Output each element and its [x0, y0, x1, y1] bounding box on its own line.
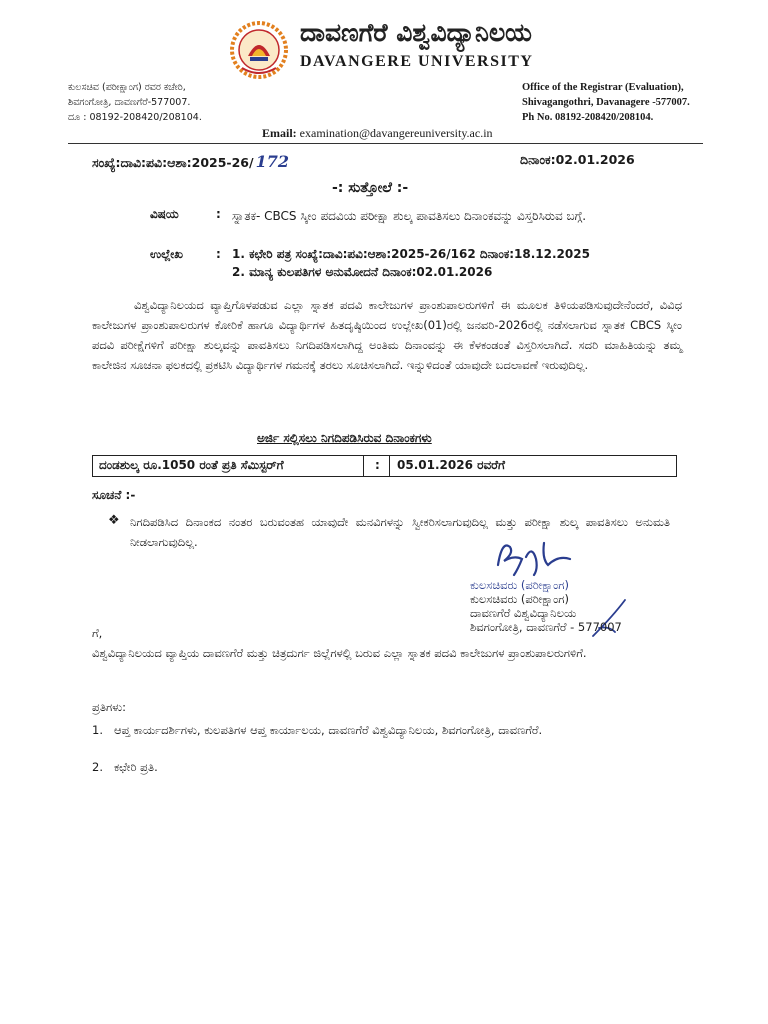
signatory-stamp-line: ಕುಲಸಚಿವರು (ಪರೀಕ್ಷಾಂಗ)	[470, 578, 569, 592]
handwritten-number: 172	[255, 152, 289, 171]
dates-table	[92, 455, 677, 477]
fee-cell: ದಂಡಶುಲ್ಕ ರೂ.1050 ರಂತೆ ಪ್ರತಿ ಸೆಮಿಸ್ಟರ್‌ಗೆ	[99, 458, 284, 472]
header-divider	[68, 143, 703, 144]
signature	[492, 535, 582, 580]
email-label: Email:	[262, 126, 297, 140]
references-colon: :	[216, 247, 221, 261]
copy-number: 2.	[92, 760, 103, 774]
copy-item	[92, 760, 158, 775]
table-divider	[363, 456, 364, 476]
copy-text: ಕಛೇರಿ ಪ್ರತಿ.	[114, 760, 158, 774]
signatory-block	[470, 578, 622, 634]
signatory-university: ದಾವಣಗೆರೆ ವಿಶ್ವವಿದ್ಯಾನಿಲಯ	[470, 606, 577, 620]
university-logo	[228, 20, 290, 80]
email-row	[262, 126, 493, 141]
note-text: ನಿಗದಿಪಡಿಸಿದ ದಿನಾಂಕದ ನಂತರ ಬರುವಂತಹ ಯಾವುದೇ ಮನವಿಗಳನ್ನು ಸ್ವೀಕರಿಸಲಾಗುವುದಿಲ್ಲ ಮತ್ತು ಪರೀಕ್ಷಾ ಶುಲ್ಕ ಪಾವತಿಸಲು ಅನುಮತಿ ನೀಡಲಾಗುವುದಿಲ್ಲ.	[130, 515, 670, 549]
address-line: ದೂ : 08192-208420/208104.	[68, 112, 202, 123]
university-title-english: DAVANGERE UNIVERSITY	[300, 53, 534, 70]
subject-text: ಸ್ನಾತಕ- CBCS ಸ್ಕೀಂ ಪದವಿಯ ಪರೀಕ್ಷಾ ಶುಲ್ಕ ಪಾವತಿಸಲು ದಿನಾಂಕವನ್ನು ವಿಸ್ತರಿಸಿರುವ ಬಗ್ಗೆ.	[232, 209, 587, 223]
dates-heading: ಅರ್ಜಿ ಸಲ್ಲಿಸಲು ನಿಗದಿಪಡಿಸಿರುವ ದಿನಾಂಕಗಳು	[257, 431, 432, 445]
address-line: Office of the Registrar (Evaluation),	[522, 82, 684, 93]
recipient-label: ಗೆ,	[92, 626, 103, 640]
circular-title: -: ಸುತ್ತೋಲೆ :-	[332, 180, 409, 196]
references-label: ಉಲ್ಲೇಖ	[150, 247, 183, 261]
copy-number: 1.	[92, 723, 103, 737]
colon-cell: :	[375, 458, 380, 472]
reference-item: 1. ಕಛೇರಿ ಪತ್ರ ಸಂಖ್ಯೆ:ದಾವಿ:ಪವಿ:ಆಶಾ:2025-26/162 ದಿನಾಂಕ:18.12.2025	[232, 247, 590, 261]
reference-prefix: ಸಂಖ್ಯೆ:ದಾವಿ:ಪವಿ:ಆಶಾ:2025-26/	[92, 155, 254, 170]
signatory-designation: ಕುಲಸಚಿವರು (ಪರೀಕ್ಷಾಂಗ)	[470, 592, 569, 606]
address-line: ಶಿವಗಂಗೋತ್ರಿ, ದಾವಣಗೆರೆ-577007.	[68, 97, 191, 108]
body-paragraph: ವಿಶ್ವವಿದ್ಯಾನಿಲಯದ ವ್ಯಾಪ್ತಿಗೊಳಪಡುವ ಎಲ್ಲಾ ಸ್ನಾತಕ ಪದವಿ ಕಾಲೇಜುಗಳ ಪ್ರಾಂಶುಪಾಲರುಗಳಿಗೆ ಈ ಮೂಲಕ ತಿಳಿಯಪಡಿಸುವುದೇನೆಂದರೆ, ವಿವಿಧ ಕಾಲೇಜುಗಳ ಪ್ರಾಂಶುಪಾಲರುಗಳ ಕೋರಿಕೆ ಹಾಗೂ ವಿದ್ಯಾರ್ಥಿಗಳ ಹಿತದೃಷ್ಠಿಯಿಂದ ಉಲ್ಲೇಖ(01)ರಲ್ಲಿ ಜನವರಿ-2026ರಲ್ಲಿ ನಡೆಸಲಾಗುವ ಸ್ನಾತಕ CBCS ಸ್ಕೀಂ ಪದವಿ ಪರೀಕ್ಷೆಗಳಿಗೆ ಪರೀಕ್ಷಾ ಶುಲ್ಕವನ್ನು ಪಾವತಿಸಲು ನಿಗದಿಪಡಿಸಲಾಗಿದ್ದ ಅಂತಿಮ ದಿನಾಂವನ್ನು ಈ ಕೆಳಕಂಡಂತೆ ವಿಸ್ತರಿಸಲಾಗಿದೆ. ಸದರಿ ಮಾಹಿತಿಯನ್ನು ತಮ್ಮ ಕಾಲೇಜಿನ ಸೂಚನಾ ಫಲಕದಲ್ಲಿ ಪ್ರಕಟಿಸಿ ವಿದ್ಯಾರ್ಥಿಗಳ ಗಮನಕ್ಕೆ ತರಲು ಸೂಚಿಸಲಾಗಿದೆ. ಇನ್ನುಳಿದಂತೆ ಯಾವುದೇ ಬದಲಾವಣೆ ಇರುವುದಿಲ್ಲ.	[92, 298, 682, 372]
bullet-icon: ❖	[108, 513, 120, 528]
reference-item: 2. ಮಾನ್ಯ ಕುಲಪತಿಗಳ ಅನುಮೋದನೆ ದಿನಾಂಕ:02.01.2026	[232, 265, 493, 279]
office-address-english	[522, 80, 690, 125]
subject-label: ವಿಷಯ	[150, 207, 179, 221]
university-title-kannada: ದಾವಣಗೆರೆ ವಿಶ್ವವಿದ್ಯಾನಿಲಯ	[300, 18, 532, 47]
copies-label: ಪ್ರತಿಗಳು:	[92, 700, 126, 714]
address-line: ಕುಲಸಚಿವ (ಪರೀಕ್ಷಾಂಗ) ರವರ ಕಚೇರಿ,	[68, 82, 186, 93]
table-divider	[389, 456, 390, 476]
last-date-cell: 05.01.2026 ರವರೆಗೆ	[397, 458, 505, 472]
recipient-text: ವಿಶ್ವವಿದ್ಯಾನಿಲಯದ ವ್ಯಾಪ್ತಿಯ ದಾವಣಗೆರೆ ಮತ್ತು ಚಿತ್ರದುರ್ಗ ಜಿಲ್ಲೆಗಳಲ್ಲಿ ಬರುವ ಎಲ್ಲಾ ಸ್ನಾತಕ ಪದವಿ ಕಾಲೇಜುಗಳ ಪ್ರಾಂಶುಪಾಲರುಗಳಿಗೆ.	[92, 646, 587, 660]
address-line: Ph No. 08192-208420/208104.	[522, 112, 654, 123]
copy-item	[92, 720, 682, 740]
email-address[interactable]: examination@davangereuniversity.ac.in	[299, 126, 493, 140]
subject-colon: :	[216, 207, 221, 221]
address-line: Shivagangothri, Davanagere -577007.	[522, 97, 690, 108]
reference-number	[92, 152, 289, 171]
note-label: ಸೂಚನೆ :-	[92, 488, 136, 502]
signatory-location: ಶಿವಗಂಗೋತ್ರಿ, ದಾವಣಗೆರೆ - 577007	[470, 620, 622, 634]
copy-text: ಆಪ್ತ ಕಾರ್ಯದರ್ಶಿಗಳು, ಕುಲಪತಿಗಳ ಆಪ್ತ ಕಾರ್ಯಾಲಯ, ದಾವಣಗೆರೆ ವಿಶ್ವವಿದ್ಯಾನಿಲಯ, ಶಿವಗಂಗೋತ್ರಿ, ದಾವಣಗೆರೆ.	[114, 723, 543, 737]
office-address-kannada	[68, 80, 202, 125]
document-date: ದಿನಾಂಕ:02.01.2026	[520, 152, 635, 167]
